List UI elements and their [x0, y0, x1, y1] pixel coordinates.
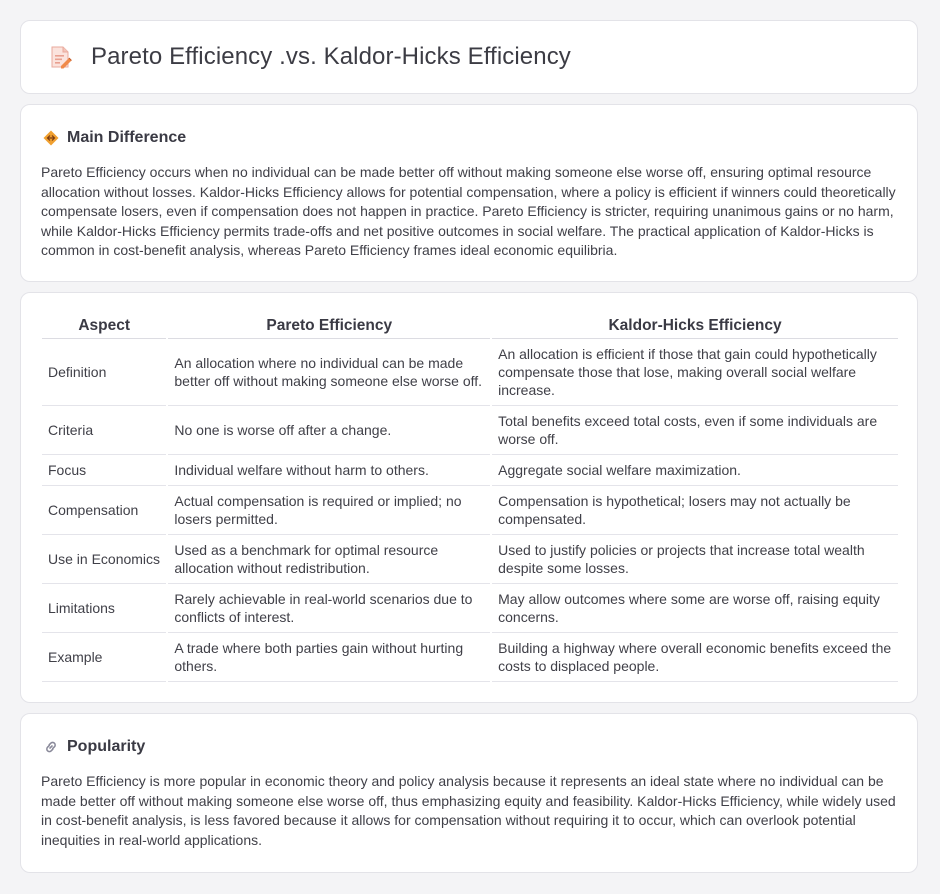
popularity-section [20, 713, 918, 873]
table-row [42, 339, 898, 406]
cell-kaldor-hicks: Aggregate social welfare maximization. [491, 455, 898, 486]
page-title: Pareto Efficiency .vs. Kaldor-Hicks Efficiency [91, 43, 571, 70]
cell-pareto: Used as a benchmark for optimal resource allocation without redistribution. [167, 535, 491, 584]
popularity-text: Pareto Efficiency is more popular in economic theory and policy analysis because it represents an ideal state where no individual can be made better off without making someone else worse off, thus emphasizing equity and feasibility. Kaldor-Hicks Efficiency, while widely used in cost-benefit analysis, is less favored because it allows for compensation without requiring it to occur, which can overlook potential inequities in real-world applications. [41, 773, 896, 848]
comparison-table [42, 315, 898, 682]
cell-kaldor-hicks: Used to justify policies or projects that increase total wealth despite some losses. [491, 535, 898, 584]
main-difference-text: Pareto Efficiency occurs when no individual can be made better off without making someone else worse off, ensuring optimal resource allocation without losses. Kaldor-Hicks Efficiency allows for potential compensation, where a policy is efficient if winners could theoretically compensate losers, even if compensation does not happen in practice. Pareto Efficiency is stricter, requiring unanimous gains or no harm, while Kaldor-Hicks Efficiency permits trade-offs and net positive outcomes in social welfare. The practical application of Kaldor-Hicks is common in cost-benefit analysis, whereas Pareto Efficiency frames ideal economic equilibria. [41, 164, 896, 259]
main-difference-section [20, 104, 918, 282]
cell-pareto: No one is worse off after a change. [167, 406, 491, 455]
cell-kaldor-hicks: May allow outcomes where some are worse off, raising equity concerns. [491, 584, 898, 633]
cell-aspect: Use in Economics [42, 535, 167, 584]
cell-pareto: A trade where both parties gain without hurting others. [167, 633, 491, 682]
cell-pareto: Rarely achievable in real-world scenarios due to conflicts of interest. [167, 584, 491, 633]
cell-pareto: An allocation where no individual can be made better off without making someone else worse off. [167, 339, 491, 406]
table-row [42, 406, 898, 455]
cell-aspect: Example [42, 633, 167, 682]
cell-pareto: Individual welfare without harm to others. [167, 455, 491, 486]
cell-kaldor-hicks: Compensation is hypothetical; losers may not actually be compensated. [491, 486, 898, 535]
table-row [42, 535, 898, 584]
popularity-heading: Popularity [67, 738, 146, 755]
table-row [42, 486, 898, 535]
main-difference-heading: Main Difference [67, 129, 187, 146]
table-row [42, 584, 898, 633]
header-aspect: Aspect [42, 315, 167, 339]
document-pencil-icon [47, 44, 73, 70]
cell-aspect: Definition [42, 339, 167, 406]
cell-aspect: Focus [42, 455, 167, 486]
cell-aspect: Criteria [42, 406, 167, 455]
cell-aspect: Limitations [42, 584, 167, 633]
cell-kaldor-hicks: Building a highway where overall economic benefits exceed the costs to displaced people. [491, 633, 898, 682]
table-row [42, 633, 898, 682]
comparison-section [20, 292, 918, 703]
cell-pareto: Actual compensation is required or implied; no losers permitted. [167, 486, 491, 535]
cell-kaldor-hicks: An allocation is efficient if those that gain could hypothetically compensate those that lose, making overall social welfare increase. [491, 339, 898, 406]
cell-kaldor-hicks: Total benefits exceed total costs, even if some individuals are worse off. [491, 406, 898, 455]
cell-aspect: Compensation [42, 486, 167, 535]
link-icon [43, 739, 59, 755]
table-header-row [42, 315, 898, 339]
table-row [42, 455, 898, 486]
diamond-arrows-icon [43, 130, 59, 146]
header-pareto: Pareto Efficiency [167, 315, 491, 339]
title-card [20, 20, 918, 94]
header-kaldor-hicks: Kaldor-Hicks Efficiency [491, 315, 898, 339]
